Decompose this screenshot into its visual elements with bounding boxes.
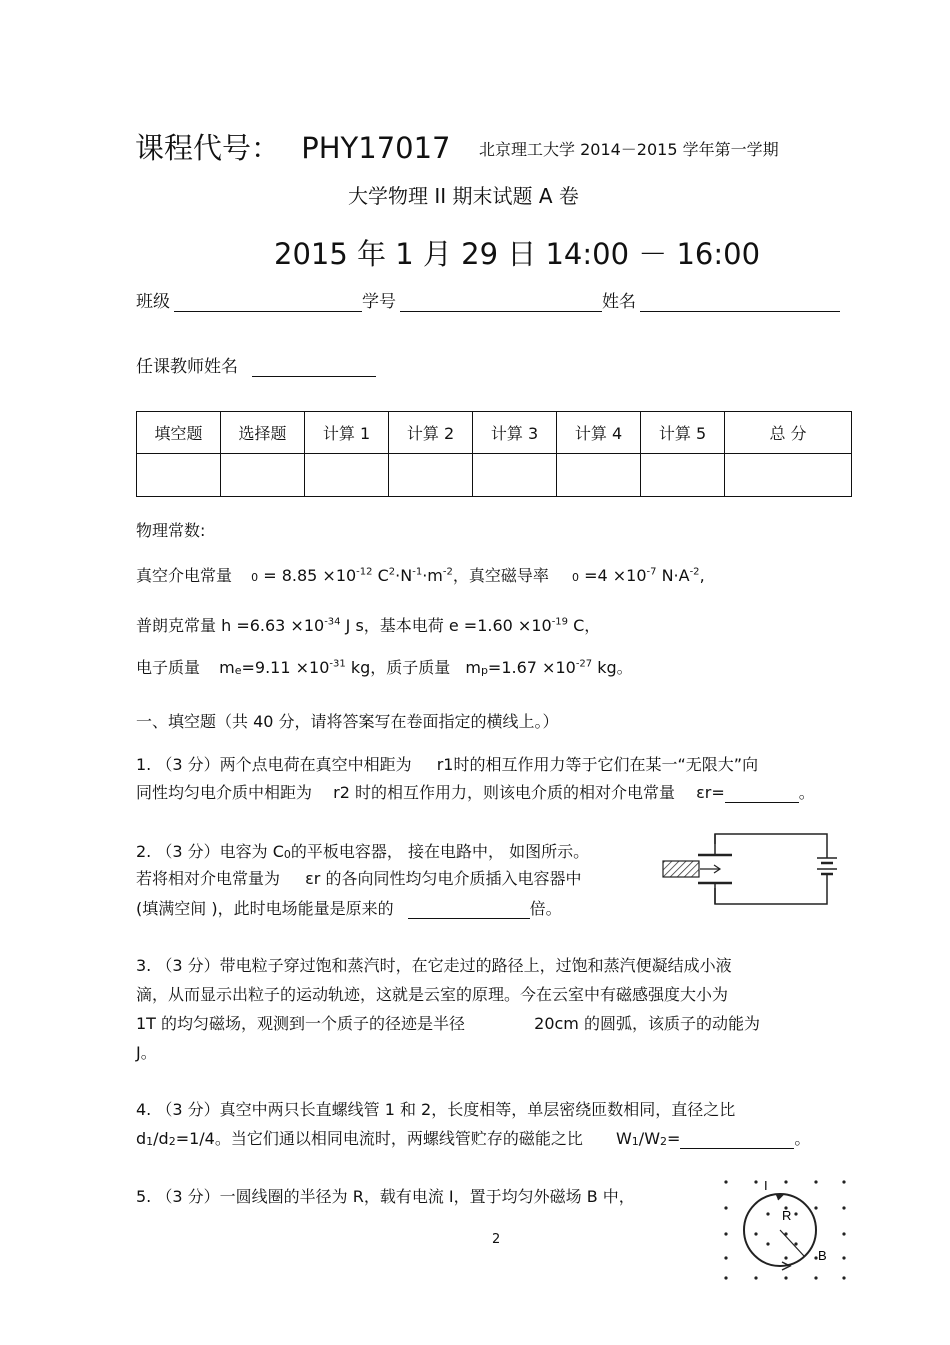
q3-line-4: [136, 1040, 157, 1063]
current-arrow-top-icon: [776, 1194, 784, 1200]
course-code: PHY17017: [301, 131, 451, 165]
fig-label-radius: R: [782, 1208, 792, 1223]
q1-text: 1. （3 分）两个点电荷在真空中相距为: [136, 755, 412, 774]
q3-text: 20cm 的圆弧，该质子的动能为: [534, 1014, 760, 1033]
page-number: 2: [492, 1232, 501, 1247]
eps-r-symbol: εr: [305, 869, 321, 888]
class-label: 班级: [136, 292, 170, 312]
field-dot: [842, 1256, 845, 1259]
score-cell[interactable]: [473, 454, 557, 497]
score-table-header-row: [137, 412, 852, 454]
q4-answer-blank[interactable]: [680, 1130, 794, 1149]
unit: kg。: [597, 658, 633, 677]
unit: ·m: [422, 566, 443, 585]
score-header-cell: 计算 4: [557, 412, 641, 454]
name-label: 姓名: [602, 292, 636, 312]
const-electron-mass-label: 电子质量: [136, 658, 201, 677]
q4-text: d: [136, 1129, 147, 1148]
radius-line: [780, 1230, 804, 1256]
unit: C，: [573, 616, 601, 635]
university-term: 北京理工大学 2014－2015 学年第一学期: [479, 140, 779, 159]
const-value: =9.11 ×10: [241, 658, 330, 677]
unit: C: [377, 566, 389, 585]
q1-line-2: [136, 780, 815, 803]
score-table: [136, 411, 852, 497]
field-dot: [784, 1180, 787, 1183]
const-value: = 8.85 ×10: [263, 566, 357, 585]
eps-r-symbol: εr: [696, 783, 712, 802]
q1-line-1: [136, 752, 758, 775]
score-table-value-row: [137, 454, 852, 497]
dielectric-slab: [663, 861, 699, 877]
course-code-label: 课程代号：: [135, 131, 281, 165]
const-proton-mass-label: kg，质子质量: [350, 658, 451, 677]
teacher-line: [136, 352, 376, 377]
score-cell[interactable]: [221, 454, 305, 497]
student-info-line: [136, 287, 840, 312]
exponent: -2: [442, 566, 453, 578]
exam-date: 2015 年 1 月 29 日 14:00 － 16:00: [274, 237, 761, 271]
subscript: 2: [168, 1135, 176, 1148]
circuit-wires: [715, 834, 827, 904]
coil-in-field-figure: [716, 1174, 850, 1282]
exponent: -19: [551, 616, 569, 628]
field-dot: [766, 1212, 769, 1215]
constants-line-3: [136, 655, 633, 678]
q3-text: J。: [136, 1043, 157, 1062]
field-dot: [754, 1180, 757, 1183]
mass-symbol: m: [465, 658, 481, 677]
insert-arrow-icon: [700, 865, 720, 873]
field-dot: [724, 1180, 727, 1183]
field-dot: [814, 1180, 817, 1183]
q4-text: /d: [153, 1129, 169, 1148]
mu-zero-subscript: 0: [571, 571, 579, 584]
q1-answer-blank[interactable]: [725, 784, 799, 803]
q3-line-1: 3. （3 分）带电粒子穿过饱和蒸汽时，在它走过的路径上，过饱和蒸汽便凝结成小液: [136, 956, 732, 975]
q4-text: =1/4。当它们通以相同电流时，两螺线管贮存的磁能之比: [175, 1129, 583, 1148]
constants-line-2: [136, 613, 600, 636]
unit: N·A: [661, 566, 690, 585]
teacher-label: 任课教师姓名: [136, 357, 238, 377]
field-dot: [724, 1256, 727, 1259]
epsilon-zero-subscript: 0: [251, 571, 259, 584]
field-dot: [784, 1256, 787, 1259]
subscript: p: [480, 664, 488, 677]
q1-text: 时的相互作用力等于它们在某一“无限大”向: [453, 755, 759, 774]
field-dot: [842, 1232, 845, 1235]
q2-text: 2. （3 分）电容为 C: [136, 842, 284, 861]
equals: =: [667, 1129, 681, 1148]
score-cell[interactable]: [137, 454, 221, 497]
field-dot: [784, 1276, 787, 1279]
period: 。: [794, 1129, 811, 1148]
score-header-cell: 计算 3: [473, 412, 557, 454]
class-blank[interactable]: [174, 293, 362, 312]
q1-text: 时的相互作用力，则该电介质的相对介电常量: [354, 783, 675, 802]
q4-line-1: 4. （3 分）真空中两只长直螺线管 1 和 2，长度相等，单层密绕匝数相同，直径之比: [136, 1100, 736, 1119]
exponent: -34: [324, 616, 341, 628]
subscript: 0: [283, 848, 291, 861]
score-cell[interactable]: [725, 454, 852, 497]
r1-symbol: r1: [436, 755, 454, 774]
subscript: 1: [146, 1135, 154, 1148]
field-dot: [814, 1276, 817, 1279]
constants-line-1: 真空介电常量 $0 = 8.85 \times 10^{-12}$ $C^2\cdot N^{-1}\cdot m^{-2}$，真空磁导率 $0 =4 \times 10^{-7}$ $N\cdot A^{-2}$,: [136, 566, 705, 585]
exponent: -31: [329, 658, 346, 670]
score-header-cell: 总 分: [725, 412, 852, 454]
exponent: -7: [646, 566, 657, 578]
exponent: -27: [575, 658, 593, 670]
q2-text: (填满空间 )，此时电场能量是原来的: [136, 899, 394, 918]
score-header-cell: 计算 2: [389, 412, 473, 454]
unit: ·N: [395, 566, 413, 585]
q2-line-1: [136, 839, 589, 862]
course-code-line: [135, 126, 451, 167]
subscript: e: [234, 664, 242, 677]
field-dot: [794, 1212, 797, 1215]
q2-text: 的平板电容器， 接在电路中， 如图所示。: [290, 842, 590, 861]
field-dot: [766, 1242, 769, 1245]
q3-line-3: [136, 1011, 760, 1034]
score-cell[interactable]: [305, 454, 389, 497]
subscript: 2: [660, 1135, 668, 1148]
q4-text: W: [615, 1129, 632, 1148]
field-dot: [754, 1232, 757, 1235]
constants-heading: 物理常数:: [136, 521, 206, 540]
q2-line-3: [136, 896, 562, 919]
const-value: =4 ×10: [584, 566, 647, 585]
equals: =: [711, 783, 725, 802]
mass-symbol: m: [219, 658, 235, 677]
q4-text: /W: [638, 1129, 661, 1148]
q4-line-2: [136, 1126, 810, 1149]
const-vacuum-permittivity-label: 真空介电常量: [136, 566, 233, 585]
field-dot: [724, 1206, 727, 1209]
exam-title: 大学物理 II 期末试题 A 卷: [348, 184, 579, 208]
q2-text: 倍。: [529, 899, 562, 918]
capacitor-circuit-figure: [660, 830, 840, 908]
exponent: -1: [412, 566, 423, 578]
const-planck: 普朗克常量 h =6.63 ×10: [136, 616, 325, 635]
score-header-cell: 计算 1: [305, 412, 389, 454]
q2-answer-blank[interactable]: [408, 900, 530, 919]
q2-line-2: [136, 866, 581, 889]
score-cell[interactable]: [389, 454, 473, 497]
name-blank[interactable]: [640, 293, 840, 312]
const-elementary-charge: J s，基本电荷 e =1.60 ×10: [345, 616, 552, 635]
const-value: =1.67 ×10: [487, 658, 576, 677]
q2-text: 若将相对介电常量为: [136, 869, 281, 888]
const-vacuum-permeability-label: ，真空磁导率: [452, 566, 549, 585]
field-dot: [754, 1276, 757, 1279]
q5-line-1: 5. （3 分）一圆线圈的半径为 R，载有电流 I，置于均匀外磁场 B 中，: [136, 1187, 635, 1206]
q3-line-2: 滴，从而显示出粒子的运动轨迹，这就是云室的原理。今在云室中有磁感强度大小为: [136, 985, 729, 1004]
id-blank[interactable]: [400, 293, 602, 312]
score-cell[interactable]: [557, 454, 641, 497]
q1-text: 同性均匀电介质中相距为: [136, 783, 313, 802]
exponent: 2: [388, 566, 396, 578]
field-dot: [814, 1206, 817, 1209]
section-title: 一、填空题（共 40 分，请将答案写在卷面指定的横线上。）: [136, 712, 559, 731]
exponent: -2: [689, 566, 700, 578]
field-dot: [724, 1232, 727, 1235]
score-header-cell: 选择题: [221, 412, 305, 454]
teacher-blank[interactable]: [252, 358, 376, 377]
field-dot: [842, 1206, 845, 1209]
battery-icon: [817, 858, 837, 874]
score-header-cell: 填空题: [137, 412, 221, 454]
subscript: 1: [631, 1135, 639, 1148]
q3-text: 1T 的均匀磁场，观测到一个质子的径迹是半径: [136, 1014, 466, 1033]
exponent: -12: [356, 566, 373, 578]
field-dot: [842, 1180, 845, 1183]
field-dot: [794, 1242, 797, 1245]
id-label: 学号: [362, 292, 396, 312]
score-cell[interactable]: [641, 454, 725, 497]
period: 。: [798, 783, 815, 802]
field-dot: [842, 1276, 845, 1279]
r2-symbol: r2: [333, 783, 350, 802]
score-header-cell: 计算 5: [641, 412, 725, 454]
fig-label-field: B: [818, 1248, 827, 1263]
q2-text: 的各向同性均匀电介质插入电容器中: [325, 869, 582, 888]
fig-label-current: I: [764, 1178, 768, 1193]
field-dot: [724, 1276, 727, 1279]
